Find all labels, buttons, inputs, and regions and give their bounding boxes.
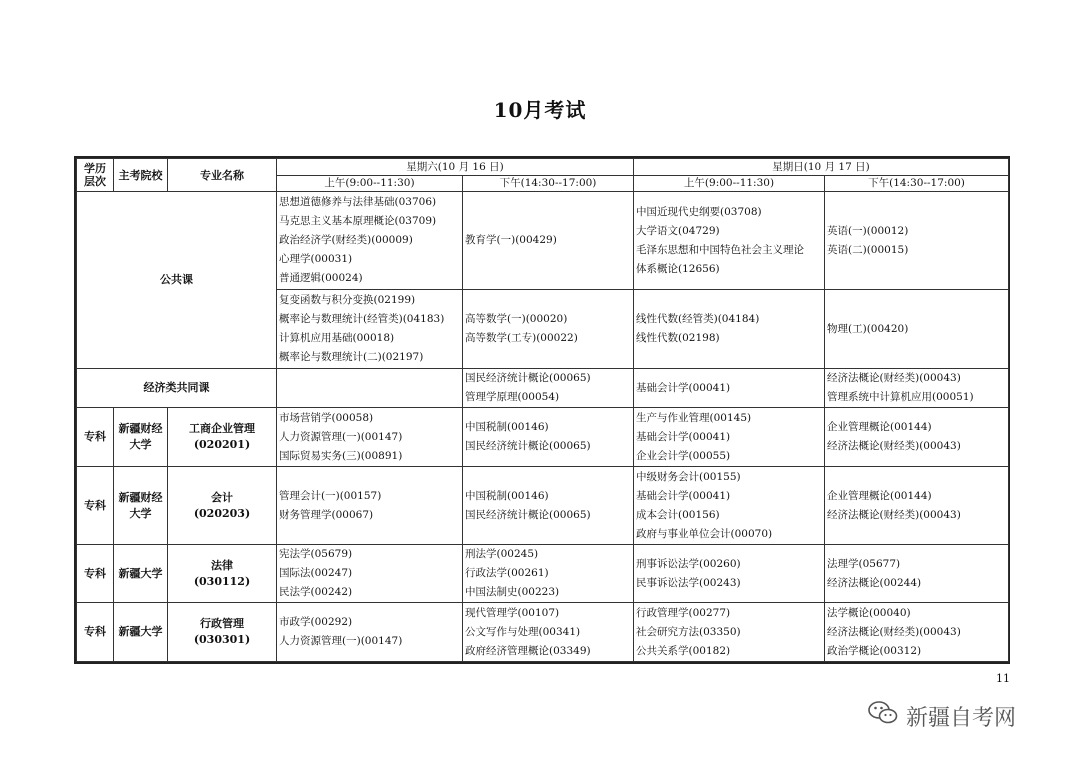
watermark-text: 新疆自考网 bbox=[906, 705, 1017, 731]
course-cell: 市政学(00292) 人力资源管理(一)(00147) bbox=[277, 603, 463, 662]
table-row bbox=[77, 192, 1009, 290]
course-cell: 行政管理学(00277) 社会研究方法(03350) 公共关系学(00182) bbox=[634, 603, 825, 662]
course-cell: 教育学(一)(00429) bbox=[463, 192, 634, 290]
table-row bbox=[77, 603, 1009, 662]
course-cell: 物理(工)(00420) bbox=[825, 290, 1009, 369]
school-cell: 新疆大学 bbox=[114, 603, 168, 662]
public-course-label: 公共课 bbox=[77, 192, 277, 369]
course-cell: 现代管理学(00107) 公文写作与处理(00341) 政府经济管理概论(03349) bbox=[463, 603, 634, 662]
school-cell: 新疆大学 bbox=[114, 545, 168, 603]
course-cell: 高等数学(一)(00020) 高等数学(工专)(00022) bbox=[463, 290, 634, 369]
header-sat-am: 上午(9:00--11:30) bbox=[277, 176, 463, 192]
header-sat-pm: 下午(14:30--17:00) bbox=[463, 176, 634, 192]
header-sun-am: 上午(9:00--11:30) bbox=[634, 176, 825, 192]
header-sunday: 星期日(10 月 17 日) bbox=[634, 159, 1009, 176]
header-major: 专业名称 bbox=[168, 159, 277, 192]
course-cell: 中级财务会计(00155) 基础会计学(00041) 成本会计(00156) 政府与事业单位会计(00070) bbox=[634, 467, 825, 545]
course-cell: 复变函数与积分变换(02199) 概率论与数理统计(经管类)(04183) 计算机应用基础(00018) 概率论与数理统计(二)(02197) bbox=[277, 290, 463, 369]
major-cell: 行政管理 (030301) bbox=[168, 603, 277, 662]
major-cell: 会计 (020203) bbox=[168, 467, 277, 545]
course-cell: 经济法概论(财经类)(00043) 管理系统中计算机应用(00051) bbox=[825, 369, 1009, 408]
level-cell: 专科 bbox=[77, 467, 114, 545]
course-cell: 刑法学(00245) 行政法学(00261) 中国法制史(00223) bbox=[463, 545, 634, 603]
exam-schedule-table bbox=[74, 156, 1010, 664]
course-cell: 企业管理概论(00144) 经济法概论(财经类)(00043) bbox=[825, 408, 1009, 467]
econ-course-label: 经济类共同课 bbox=[77, 369, 277, 408]
school-cell: 新疆财经大学 bbox=[114, 467, 168, 545]
course-cell: 市场营销学(00058) 人力资源管理(一)(00147) 国际贸易实务(三)(00891) bbox=[277, 408, 463, 467]
course-cell: 法学概论(00040) 经济法概论(财经类)(00043) 政治学概论(00312) bbox=[825, 603, 1009, 662]
table-row bbox=[77, 408, 1009, 467]
course-cell: 中国税制(00146) 国民经济统计概论(00065) bbox=[463, 408, 634, 467]
level-cell: 专科 bbox=[77, 603, 114, 662]
wechat-icon bbox=[868, 700, 898, 732]
level-cell: 专科 bbox=[77, 408, 114, 467]
course-cell: 企业管理概论(00144) 经济法概论(财经类)(00043) bbox=[825, 467, 1009, 545]
course-cell: 国民经济统计概论(00065) 管理学原理(00054) bbox=[463, 369, 634, 408]
level-cell: 专科 bbox=[77, 545, 114, 603]
course-cell: 中国税制(00146) 国民经济统计概论(00065) bbox=[463, 467, 634, 545]
school-cell: 新疆财经大学 bbox=[114, 408, 168, 467]
course-cell: 管理会计(一)(00157) 财务管理学(00067) bbox=[277, 467, 463, 545]
major-cell: 法律 (030112) bbox=[168, 545, 277, 603]
page-number: 11 bbox=[996, 672, 1010, 685]
major-cell: 工商企业管理 (020201) bbox=[168, 408, 277, 467]
course-cell: 生产与作业管理(00145) 基础会计学(00041) 企业会计学(00055) bbox=[634, 408, 825, 467]
header-sun-pm: 下午(14:30--17:00) bbox=[825, 176, 1009, 192]
table-row bbox=[77, 369, 1009, 408]
table-row bbox=[77, 467, 1009, 545]
watermark bbox=[868, 700, 1016, 732]
course-cell: 基础会计学(00041) bbox=[634, 369, 825, 408]
page-title: 10月考试 bbox=[493, 98, 587, 122]
course-cell: 中国近现代史纲要(03708) 大学语文(04729) 毛泽东思想和中国特色社会主义理论 体系概论(12656) bbox=[634, 192, 825, 290]
course-cell bbox=[277, 369, 463, 408]
course-cell: 宪法学(05679) 国际法(00247) 民法学(00242) bbox=[277, 545, 463, 603]
course-cell: 思想道德修养与法律基础(03706) 马克思主义基本原理概论(03709) 政治经济学(财经类)(00009) 心理学(00031) 普通逻辑(00024) bbox=[277, 192, 463, 290]
course-cell: 线性代数(经管类)(04184) 线性代数(02198) bbox=[634, 290, 825, 369]
table-row bbox=[77, 545, 1009, 603]
course-cell: 英语(一)(00012) 英语(二)(00015) bbox=[825, 192, 1009, 290]
header-saturday: 星期六(10 月 16 日) bbox=[277, 159, 634, 176]
header-school: 主考院校 bbox=[114, 159, 168, 192]
course-cell: 法理学(05677) 经济法概论(00244) bbox=[825, 545, 1009, 603]
header-level: 学历层次 bbox=[77, 159, 114, 192]
course-cell: 刑事诉讼法学(00260) 民事诉讼法学(00243) bbox=[634, 545, 825, 603]
